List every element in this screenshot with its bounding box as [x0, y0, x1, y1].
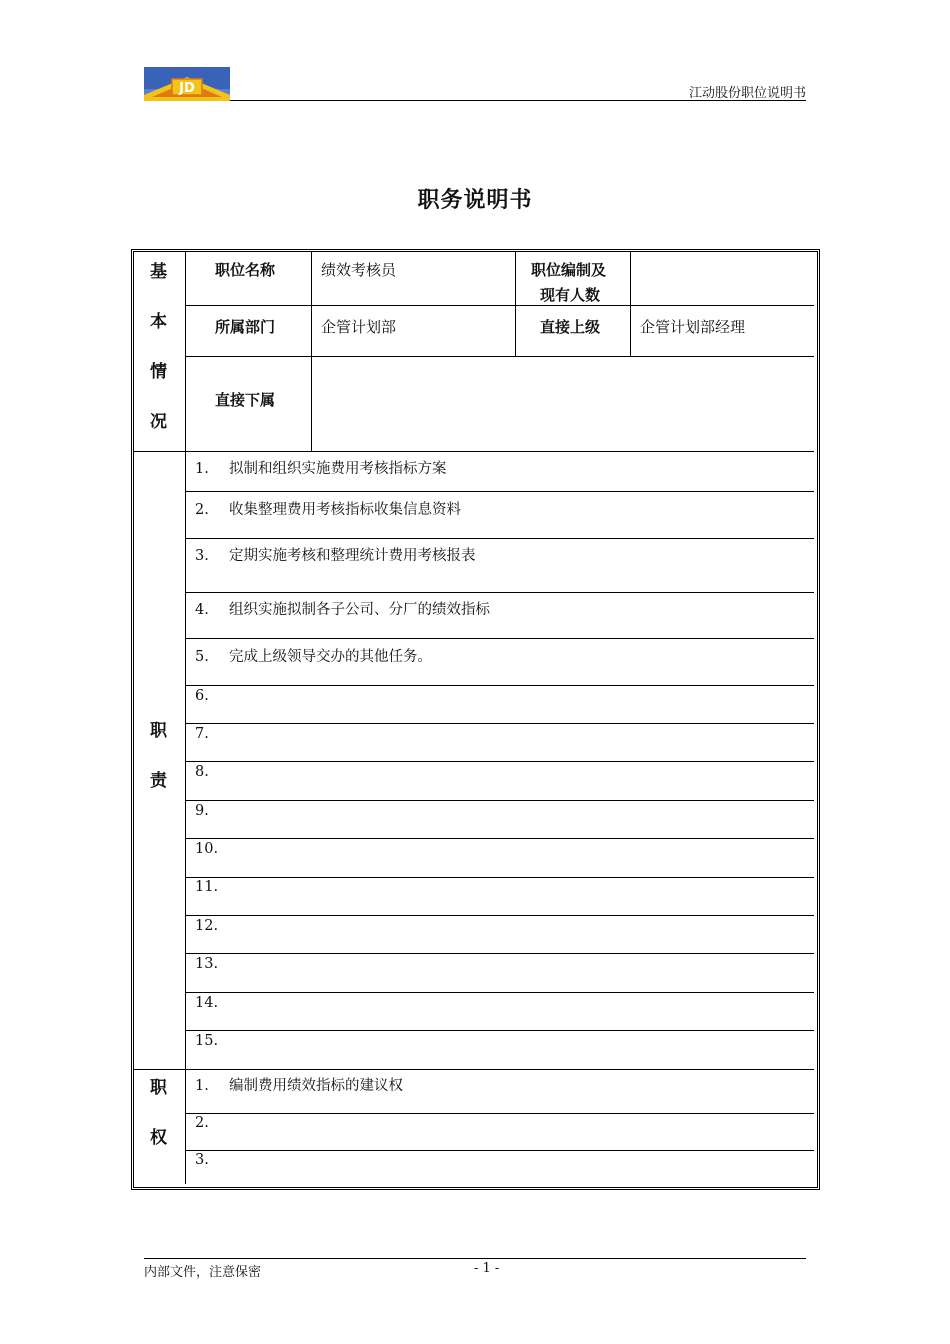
headcount-label-line1: 职位编制及 — [531, 261, 607, 279]
department-label: 所属部门 — [215, 318, 276, 336]
grid-line — [185, 838, 814, 839]
section-label-duties-1: 职 — [150, 721, 167, 741]
grid-line — [185, 1150, 814, 1151]
footer-confidential: 内部文件，注意保密 — [144, 1265, 262, 1280]
company-logo — [144, 67, 230, 101]
grid-line — [185, 685, 814, 686]
grid-line — [134, 1069, 814, 1070]
duty-number: 10. — [195, 841, 219, 857]
duty-number: 1. — [195, 461, 209, 477]
duty-number: 14. — [195, 995, 219, 1011]
duty-text: 完成上级领导交办的其他任务。 — [229, 649, 432, 665]
duty-text: 拟制和组织实施费用考核指标方案 — [229, 461, 447, 477]
duty-number: 13. — [195, 956, 219, 972]
grid-line — [185, 800, 814, 801]
duty-number: 12. — [195, 918, 219, 934]
grid-line — [185, 538, 814, 539]
grid-line — [134, 451, 814, 452]
section-label-authority-2: 权 — [150, 1128, 167, 1148]
duty-number: 6. — [195, 688, 209, 704]
grid-line — [185, 1113, 814, 1114]
page-number: - 1 - — [474, 1261, 500, 1276]
section-label-authority-1: 职 — [150, 1078, 167, 1098]
duty-item — [195, 598, 490, 619]
authority-item — [195, 1115, 229, 1131]
department-value: 企管计划部 — [321, 318, 397, 336]
duty-item — [195, 544, 476, 565]
duty-item — [195, 457, 447, 478]
duty-number: 2. — [195, 502, 209, 518]
authority-item — [195, 1152, 229, 1168]
header-doc-title: 江动股份职位说明书 — [688, 86, 806, 101]
duty-item — [195, 879, 229, 895]
duty-text: 收集整理费用考核指标收集信息资料 — [229, 502, 461, 518]
duty-item — [195, 764, 229, 780]
headcount-label-line2: 现有人数 — [540, 286, 601, 304]
grid-line — [311, 252, 312, 451]
duty-item — [195, 498, 461, 519]
section-label-duties-2: 责 — [150, 771, 167, 791]
duty-item — [195, 645, 432, 666]
subordinate-label: 直接下属 — [215, 391, 276, 409]
section-label-basic-1: 基 — [150, 262, 167, 282]
duty-number: 11. — [195, 879, 219, 895]
duty-number: 4. — [195, 602, 209, 618]
authority-number: 1. — [195, 1078, 209, 1094]
grid-line — [185, 252, 186, 1184]
duty-item — [195, 726, 229, 742]
duty-number: 8. — [195, 764, 209, 780]
grid-line — [185, 638, 814, 639]
duty-item — [195, 688, 229, 704]
duty-number: 3. — [195, 548, 209, 564]
authority-number: 2. — [195, 1115, 209, 1131]
position-name-label: 职位名称 — [215, 261, 276, 279]
position-name-value: 绩效考核员 — [321, 261, 397, 279]
duty-item — [195, 803, 229, 819]
authority-text: 编制费用绩效指标的建议权 — [229, 1078, 403, 1094]
grid-line — [185, 992, 814, 993]
duty-item — [195, 995, 229, 1011]
duty-number: 5. — [195, 649, 209, 665]
duty-item — [195, 1033, 229, 1049]
grid-line — [185, 356, 814, 357]
section-label-basic-4: 况 — [150, 412, 167, 432]
authority-number: 3. — [195, 1152, 209, 1168]
duty-text: 定期实施考核和整理统计费用考核报表 — [229, 548, 476, 564]
footer-rule — [144, 1258, 806, 1259]
duty-item — [195, 956, 229, 972]
page-title: 职务说明书 — [417, 188, 533, 213]
duty-number: 9. — [195, 803, 209, 819]
supervisor-label: 直接上级 — [540, 318, 601, 336]
grid-line — [185, 1030, 814, 1031]
logo-text: JD — [179, 81, 195, 96]
grid-line — [185, 761, 814, 762]
duty-number: 15. — [195, 1033, 219, 1049]
grid-line — [185, 915, 814, 916]
duty-text: 组织实施拟制各子公司、分厂的绩效指标 — [229, 602, 490, 618]
duty-item — [195, 841, 229, 857]
grid-line — [185, 953, 814, 954]
supervisor-value: 企管计划部经理 — [640, 318, 746, 336]
duty-number: 7. — [195, 726, 209, 742]
section-label-basic-2: 本 — [150, 312, 167, 332]
grid-line — [185, 723, 814, 724]
grid-line — [185, 592, 814, 593]
section-label-basic-3: 情 — [150, 362, 167, 382]
duty-item — [195, 918, 229, 934]
authority-item — [195, 1074, 403, 1095]
grid-line — [185, 877, 814, 878]
grid-line — [185, 305, 814, 306]
grid-line — [185, 491, 814, 492]
